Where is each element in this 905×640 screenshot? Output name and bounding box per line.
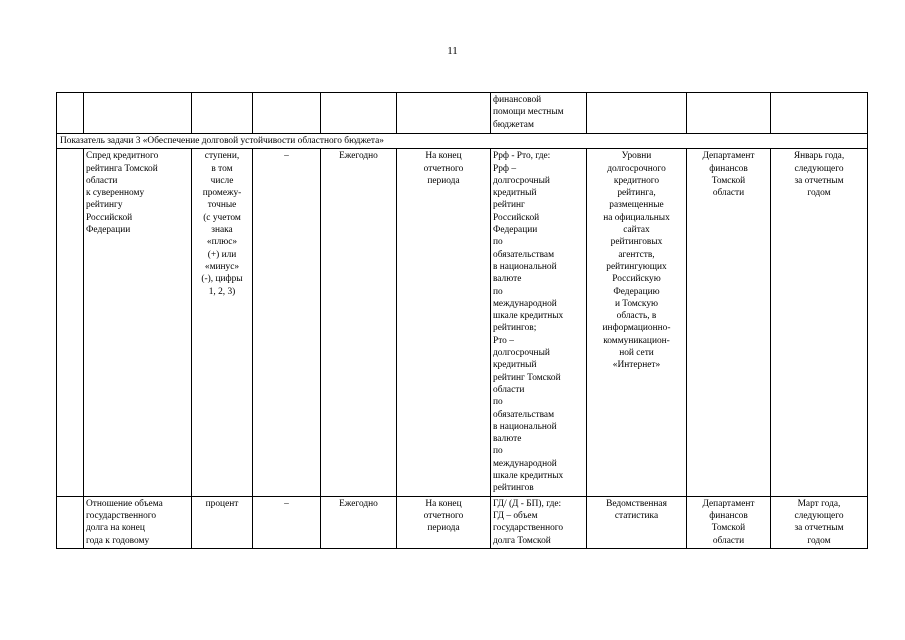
indicator-name: Отношение объема государственного долга на конец года к годовому [84, 496, 192, 548]
periodicity-cell: Ежегодно [321, 149, 397, 496]
time-point-cell: На конец отчетного периода [397, 149, 491, 496]
page-number: 11 [447, 45, 458, 57]
periodicity-cell: Ежегодно [321, 496, 397, 548]
source-cell: Ведомственная статистика [587, 496, 687, 548]
dash-cell: – [253, 496, 321, 548]
responsible-cell: Департамент финансов Томской области [687, 496, 771, 548]
section-header-row [57, 134, 868, 149]
indicator-name: Спред кредитного рейтинга Томской области к суверенному рейтингу Российской Федерации [84, 149, 192, 496]
indicators-table [56, 92, 868, 549]
table-row [57, 496, 868, 548]
table-row [57, 93, 868, 134]
source-cell: Уровни долгосрочного кредитного рейтинга, размещенные на официальных сайтах рейтинговых агентств, рейтингующих Российскую Федерацию и Томскую область, в информационно- коммуникацион- ной сети «Интернет» [587, 149, 687, 496]
responsible-cell: Департамент финансов Томской области [687, 149, 771, 496]
section-header: Показатель задачи 3 «Обеспечение долговой устойчивости областного бюджета» [57, 134, 868, 149]
deadline-cell: Январь года, следующего за отчетным годом [771, 149, 868, 496]
method-cell: финансовой помощи местным бюджетам [491, 93, 587, 134]
deadline-cell: Март года, следующего за отчетным годом [771, 496, 868, 548]
unit-cell: процент [192, 496, 253, 548]
time-point-cell: На конец отчетного периода [397, 496, 491, 548]
unit-cell: ступени, в том числе промежу- точные (с учетом знака «плюс» (+) или «минус» (-), цифры 1, 2, 3) [192, 149, 253, 496]
dash-cell: – [253, 149, 321, 496]
method-cell: Ррф - Рто, где: Ррф – долгосрочный кредитный рейтинг Российской Федерации по обязательствам в национальной валюте по международной шкале кредитных рейтингов; Рто – долгосрочный кредитный рейтинг Томской области по обязательствам в национальной валюте по международной шкале кредитных рейтингов [491, 149, 587, 496]
table-row [57, 149, 868, 496]
method-cell: ГД/ (Д - БП), где: ГД – объем государственного долга Томской [491, 496, 587, 548]
